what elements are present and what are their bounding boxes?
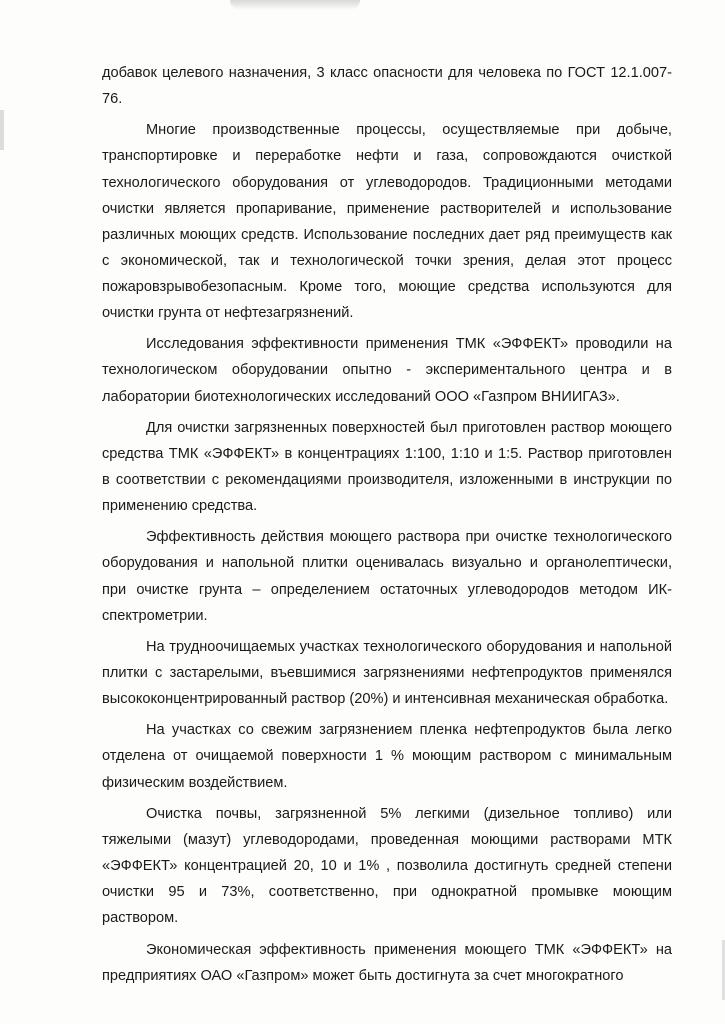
text-line: технологического оборудования от углеводородов. Традиционными методами	[102, 174, 672, 191]
text-line: На трудноочищаемых участках технологического оборудования и напольной	[146, 638, 672, 655]
paragraph	[102, 60, 672, 112]
text-line: оборудования и напольной плитки оценивалась визуально и органолептически,	[102, 555, 672, 572]
paragraph	[102, 331, 672, 409]
text-line: пожаровзрывобезопасным. Кроме того, моющие средства используются для	[102, 278, 672, 295]
text-line: очистки является пропаривание, применение растворителей и использование	[102, 200, 672, 217]
text-line: «ЭФФЕКТ» концентрацией 20, 10 и 1% , позволила достигнуть средней степени	[102, 858, 672, 875]
text-line: 76.	[102, 91, 123, 108]
text-line: Эффективность действия моющего раствора при очистке технологического	[146, 529, 672, 546]
text-line: с экономической, так и технологической точки зрения, делая этот процесс	[102, 252, 672, 269]
text-line: Очистка почвы, загрязненной 5% легкими (дизельное топливо) или	[146, 805, 672, 822]
paragraph	[102, 415, 672, 519]
text-line: Для очистки загрязненных поверхностей был приготовлен раствор моющего	[146, 419, 672, 436]
text-line: очистки 95 и 73%, соответственно, при однократной промывке моющим	[102, 884, 672, 901]
text-line: средства ТМК «ЭФФЕКТ» в концентрациях 1:100, 1:10 и 1:5. Раствор приготовлен	[102, 445, 672, 462]
text-line: Исследования эффективности применения ТМК «ЭФФЕКТ» проводили на	[146, 336, 672, 353]
paragraph	[102, 117, 672, 326]
text-line: физическим воздействием.	[102, 774, 288, 791]
text-line: высококонцентрированный раствор (20%) и интенсивная механическая обработка.	[102, 691, 669, 708]
text-line: спектрометрии.	[102, 607, 208, 624]
paragraph	[102, 801, 672, 931]
text-line: транспортировке и переработке нефти и газа, сопровождаются очисткой	[102, 148, 672, 165]
text-line: в соответствии с рекомендациями производителя, изложенными в инструкции по	[102, 471, 672, 488]
document-body	[102, 60, 672, 989]
text-line: очистки грунта от нефтезагрязнений.	[102, 305, 354, 322]
paragraph	[102, 634, 672, 712]
scan-shadow-top	[230, 0, 360, 10]
text-line: лаборатории биотехнологических исследований ООО «Газпром ВНИИГАЗ».	[102, 388, 620, 405]
scan-shadow-left	[0, 110, 4, 150]
text-line: плитки с застарелыми, въевшимися загрязнениями нефтепродуктов применялся	[102, 665, 672, 681]
text-line: применению средства.	[102, 498, 258, 515]
text-line: добавок целевого назначения, 3 класс опасности для человека по ГОСТ 12.1.007-	[102, 65, 672, 81]
text-line: раствором.	[102, 910, 179, 927]
paragraph	[102, 524, 672, 628]
text-line: На участках со свежим загрязнением пленка нефтепродуктов была легко	[146, 722, 672, 739]
text-line: технологическом оборудовании опытно - экспериментального центра и в	[102, 362, 672, 379]
text-line: предприятиях ОАО «Газпром» может быть достигнута за счет многократного	[102, 967, 624, 984]
text-line: при очистке грунта – определением остаточных углеводородов методом ИК-	[102, 581, 672, 598]
text-line: тяжелыми (мазут) углеводородами, проведенная моющими растворами МТК	[102, 831, 672, 848]
text-line: Многие производственные процессы, осуществляемые при добыче,	[146, 122, 672, 139]
text-line: различных моющих средств. Использование последних дает ряд преимуществ как	[102, 226, 672, 243]
paragraph	[102, 717, 672, 795]
paragraph	[102, 937, 672, 989]
text-line: Экономическая эффективность применения моющего ТМК «ЭФФЕКТ» на	[146, 941, 672, 958]
text-line: отделена от очищаемой поверхности 1 % моющим раствором с минимальным	[102, 748, 672, 765]
